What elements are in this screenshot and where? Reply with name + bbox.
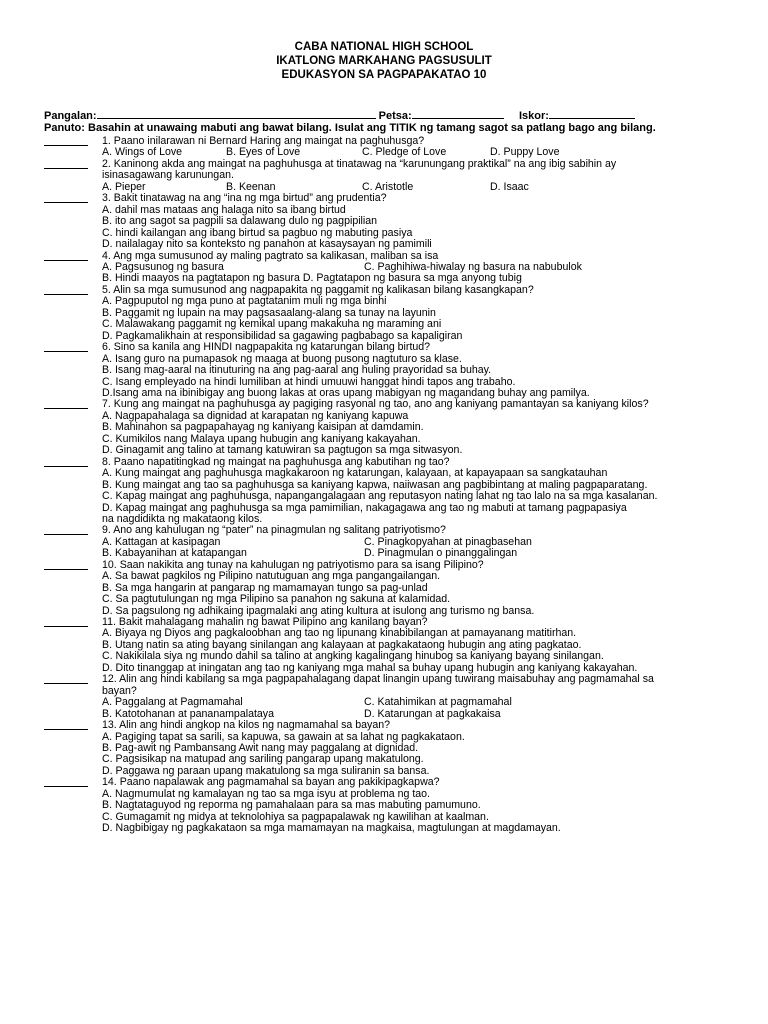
answer-option: C. Malawakang paggamit ng kemikal upang makakuha ng maraming ani [102,318,442,331]
answer-blank[interactable] [44,534,88,535]
question-item [44,525,734,559]
question-text: Bakit mahalagang mahalin ng bawat Pilipino ang kanilang bayan? [118,616,428,629]
score-label: Iskor: [518,110,549,122]
exam-header [0,0,768,82]
question-item [44,560,734,617]
answer-option: D. Sa pagsulong ng adhikaing ipagmalaki ang ating kultura at isulong ang turismo ng bansa. [102,604,535,617]
answer-blank[interactable] [44,569,88,570]
question-number: 11. [102,616,116,629]
answer-option: D. Katarungan at pagkakaisa [364,707,501,720]
answer-blank[interactable] [44,202,88,203]
options-row [44,697,734,708]
question-number: 2. [102,157,111,170]
question-number: 7. [102,398,111,411]
question-item [44,251,734,285]
date-label: Petsa: [378,110,412,122]
answer-option: D. Ginagamit ang talino at tamang katuwiran sa pagtugon sa mga sitwasyon. [102,444,463,457]
question-number: 9. [102,524,111,537]
question-number: 4. [102,249,111,262]
question-stem [44,525,734,536]
answer-option: A. Pagpuputol ng mga puno at pagtatanim muli ng mga binhi [102,295,387,308]
question-item [44,720,734,777]
question-list [44,136,734,835]
answer-option: na nagdidikta ng makataong kilos. [102,512,263,525]
exam-title: IKATLONG MARKAHANG PAGSUSULIT [276,55,492,67]
answer-option: C. hindi kailangan ang ibang birtud sa pagbuo ng mabuting pasiya [102,226,413,239]
answer-option: C. Paghihiwa-hiwalay ng basura na nabubulok [364,260,582,273]
answer-option: A. Nagpapahalaga sa dignidad at karapatan ng kaniyang kapuwa [102,409,409,422]
answer-option: D. Nagbibigay ng pagkakataon sa mga mamamayan na magkaisa, magtulungan at magdamayan. [102,822,561,835]
answer-blank[interactable] [44,168,88,169]
question-text-continued: bayan? [102,684,137,697]
answer-option: B. Paggamit ng lupain na may pagsasaalang-alang sa tunay na layunin [102,306,436,319]
question-stem [44,251,734,262]
question-item [44,674,734,720]
name-field[interactable] [97,108,376,119]
answer-option: C. Katahimikan at pagmamahal [364,696,512,709]
question-text: Alin ang hindi angkop na kilos ng nagmamahal sa bayan? [119,719,391,732]
question-stem [44,674,734,685]
answer-option: D. Isaac [490,180,529,193]
answer-option: D. Kapag maingat ang paghuhusga sa mga pamimilian, nakagagawa ang tao ng mabuti at tamang pagpapasiya [102,501,627,514]
instructions: Panuto: Basahin at unawaing mabuti ang bawat bilang. Isulat ang TITIK ng tamang sagot sa patlang bago ang bilang. [44,122,656,134]
question-number: 5. [102,283,111,296]
answer-option: B. Utang natin sa ating bayang sinilangan ang kalayaan at pagkakataong hubugin ang ating pagkatao. [102,638,582,651]
answer-option: B. Keenan [226,180,276,193]
question-item [44,136,734,159]
answer-option: B. Katotohanan at pananampalataya [102,707,274,720]
question-text: Bakit tinatawag na ang “ina ng mga birtud” ang prudentia? [113,192,387,205]
question-text: Ano ang kahulugan ng “pater” na pinagmulan ng salitang patriyotismo? [113,524,446,537]
answer-blank[interactable] [44,626,88,627]
answer-option: A. Paggalang at Pagmamahal [102,696,243,709]
answer-option: D. Pinagmulan o pinanggalingan [364,547,518,560]
score-field[interactable] [549,108,635,119]
question-number: 13. [102,719,117,732]
subject-title: EDUKASYON SA PAGPAPAKATAO 10 [281,69,487,81]
question-item [44,342,734,399]
answer-blank[interactable] [44,145,88,146]
answer-option: D.Isang ama na ibinibigay ang buong lakas at oras upang mabigyan ng magandang buhay ang pamilya. [102,386,590,399]
answer-option: C. Nakikilala siya ng mundo dahil sa talino at angking kagalingang hinubog sa kaniyang bayang sinilangan. [102,650,604,663]
answer-option: A. Wings of Love [102,146,183,159]
question-stem [44,342,734,353]
answer-option: A. Kung maingat ang paghuhusga magkakaroon ng katarungan, kalayaan, at kapayapaan sa sangkatauhan [102,467,608,480]
question-stem [44,457,734,468]
answer-option: C. Aristotle [362,180,414,193]
answer-blank[interactable] [44,466,88,467]
answer-option: B. Kung maingat ang tao sa paghuhusga sa kaniyang kapwa, naiiwasan ang pagbibintang at maling pagpaparatang. [102,478,648,491]
question-number: 3. [102,192,111,205]
answer-option: D. Puppy Love [490,146,560,159]
answer-option: A. Pagsusunog ng basura [102,260,224,273]
answer-option: A. dahil mas mataas ang halaga nito sa ibang birtud [102,203,346,216]
answer-option: B. Isang mag-aaral na itinuturing na ang pag-aaral ang huling prayoridad sa buhay. [102,364,492,377]
answer-blank[interactable] [44,683,88,684]
answer-option: B. ito ang sagot sa pagpili sa dalawang dulo ng pagpipilian [102,215,378,228]
answer-option: B. Nagtataguyod ng reporma ng pamahalaan para sa mas mabuting pamumuno. [102,799,481,812]
question-item [44,285,734,342]
question-stem [44,399,734,410]
answer-option: C. Pledge of Love [362,146,447,159]
question-item [44,399,734,456]
question-number: 12. [102,673,117,686]
question-text: Alin ang hindi kabilang sa mga pagpapahalagang dapat linangin upang tuwirang maisabuhay ang pagmamahal sa [119,673,654,686]
question-text: Kaninong akda ang maingat na paghuhusga at tinatawag na “karunungang praktikal” na ang ibig sabihin ay [113,157,617,170]
answer-option: A. Biyaya ng Diyos ang pagkaloobhan ang tao ng lipunang kinabibilangan at pamayanang matitirhan. [102,627,577,640]
school-name: CABA NATIONAL HIGH SCHOOL [294,41,474,53]
answer-option: B. Kabayanihan at katapangan [102,547,247,560]
question-text: Ang mga sumusunod ay maling pagtrato sa kalikasan, maliban sa isa [113,249,439,262]
question-stem [44,285,734,296]
answer-option: A. Isang guro na pumapasok ng maaga at buong pusong nagtuturo sa klase. [102,352,462,365]
answer-option: B. Eyes of Love [226,146,301,159]
question-text: Saan nakikita ang tunay na kahulugan ng patriyotismo para sa isang Pilipino? [119,558,484,571]
answer-option: A. Pieper [102,180,146,193]
student-info-line [44,108,744,123]
answer-blank[interactable] [44,729,88,730]
answer-option: B. Mahinahon sa pagpapahayag ng kaniyang kaisipan at damdamin. [102,421,424,434]
question-item [44,617,734,674]
answer-option: C. Pinagkopyahan at pinagbasehan [364,535,532,548]
question-text: Paano napalawak ang pagmamahal sa bayan ang pakikipagkapwa? [119,776,440,789]
answer-blank[interactable] [44,786,88,787]
answer-option: B. Sa mga hangarin at pangarap ng mamamayan tungo sa pag-unlad [102,581,428,594]
answer-option: A. Sa bawat pagkilos ng Pilipino natutuguan ang mga pangangailangan. [102,570,441,583]
question-stem [44,159,734,170]
answer-option: A. Nagmumulat ng kamalayan ng tao sa mga isyu at problema ng tao. [102,787,430,800]
question-text: Alin sa mga sumusunod ang nagpapakita ng paggamit ng kalikasan bilang kasangkapan? [113,283,534,296]
question-number: 14. [102,776,117,789]
question-stem [44,193,734,204]
question-text: Kung ang maingat na paghuhusga ay pagiging rasyonal ng tao, ano ang kaniyang pamantayan sa kaniyang kilos? [113,398,649,411]
answer-option: C. Pagsisikap na matupad ang sariling pangarap upang makatulong. [102,753,424,766]
answer-option: B. Hindi maayos na pagtatapon ng basura D. Pagtatapon ng basura sa mga anyong tubig [102,272,522,285]
answer-blank[interactable] [44,351,88,352]
question-text: Paano inilarawan ni Bernard Haring ang maingat na paghuhusga? [113,135,425,147]
answer-blank[interactable] [44,408,88,409]
answer-option: C. Isang empleyado na hindi lumiliban at hindi umuuwi hanggat hindi tapos ang trabaho. [102,375,516,388]
answer-option: D. Paggawa ng paraan upang makatulong sa mga suliranin sa bansa. [102,764,430,777]
answer-option: C. Sa pagtutulungan ng mga Pilipino sa panahon ng sakuna at kalamidad. [102,593,451,606]
question-number: 1. [102,135,111,147]
answer-option: A. Kattagan at kasipagan [102,535,221,548]
answer-option: D. nailalagay nito sa konteksto ng panahon at kasaysayan ng pamimili [102,238,432,251]
answer-option: B. Pag-awit ng Pambansang Awit nang may paggalang at dignidad. [102,742,419,755]
date-field[interactable] [412,108,504,119]
question-number: 10. [102,558,117,571]
question-number: 6. [102,341,111,354]
question-stem [44,136,734,147]
question-item [44,193,734,250]
question-item [44,777,734,834]
question-stem [44,617,734,628]
answer-option: A. Pagiging tapat sa sarili, sa kapuwa, sa gawain at sa lahat ng pagkakataon. [102,730,465,743]
question-stem [44,777,734,788]
answer-option: D. Dito tinanggap at iningatan ang tao ng kaniyang mga mahal sa buhay upang hubugin ang kaniyang kakayahan. [102,661,638,674]
question-item [44,457,734,526]
answer-option: D. Pagkamalikhain at responsibilidad sa gagawing pagbabago sa kapaligiran [102,329,463,342]
answer-blank[interactable] [44,260,88,261]
answer-option: C. Kumikilos nang Malaya upang hubugin ang kaniyang kakayahan. [102,432,421,445]
question-text: Sino sa kanila ang HINDI nagpapakita ng katarungan bilang birtud? [113,341,431,354]
question-text: Paano napatitingkad ng maingat na paghuhusga ang kabutihan ng tao? [113,455,450,468]
answer-blank[interactable] [44,294,88,295]
name-label: Pangalan: [44,110,97,122]
question-stem [44,720,734,731]
question-text-continued: isinasagawang karunungan. [102,169,234,182]
question-item [44,159,734,193]
question-number: 8. [102,455,111,468]
answer-option: C. Gumagamit ng midya at teknolohiya sa pagpapalawak ng kawilihan at kaalman. [102,810,489,823]
question-stem [44,560,734,571]
answer-option: C. Kapag maingat ang paghuhusga, napangangalagaan ang reputasyon nating lahat ng tao lalo na sa mga kasalanan. [102,490,658,503]
